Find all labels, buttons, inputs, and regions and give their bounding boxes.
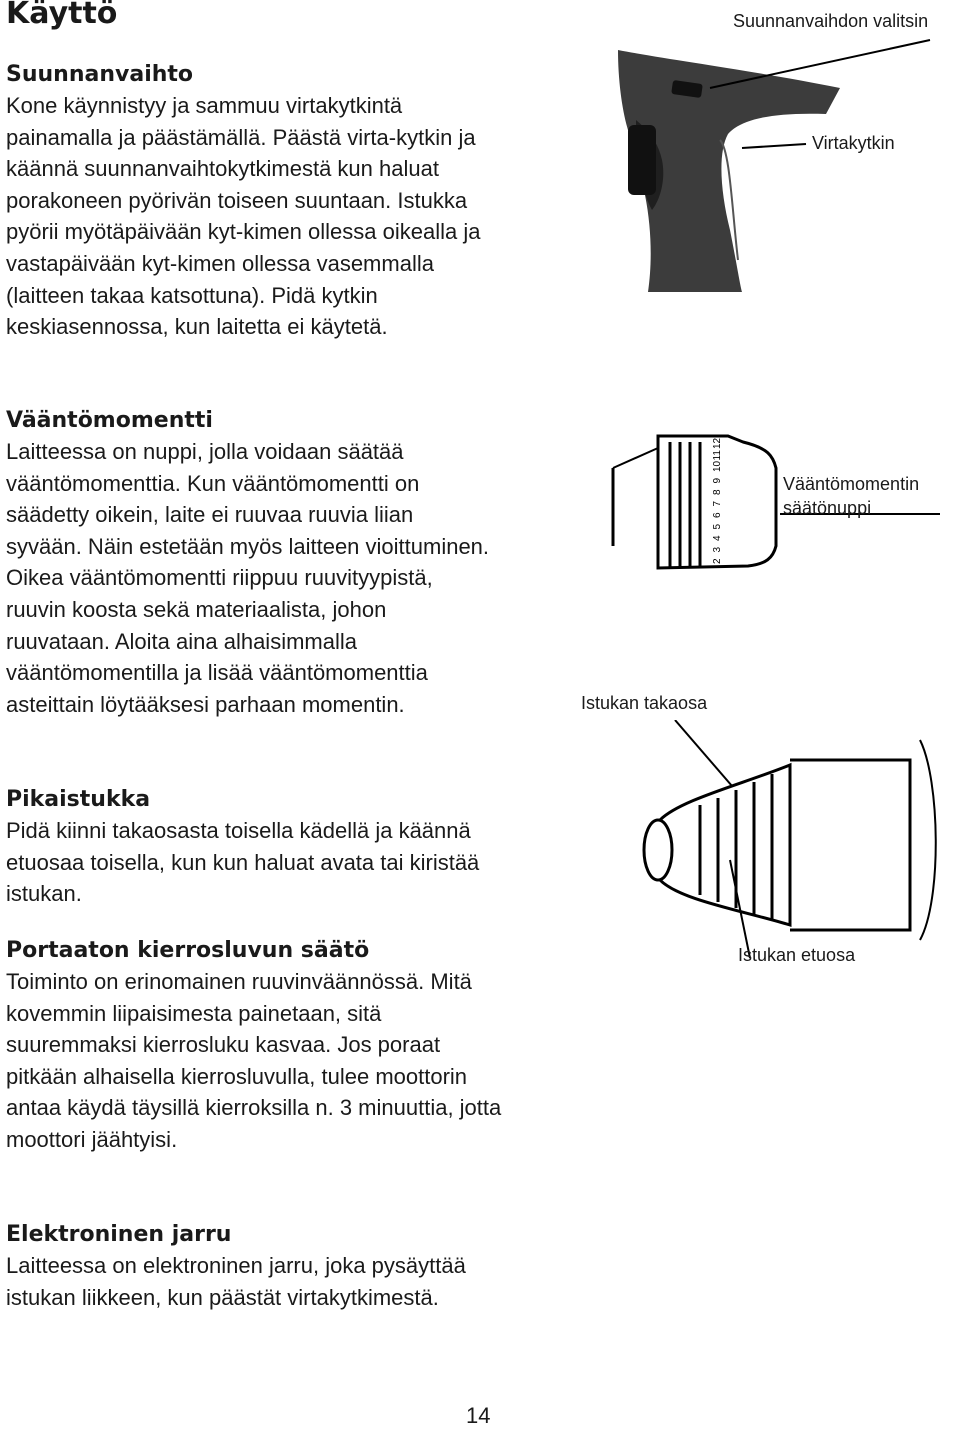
torque-scale [712,437,723,564]
chuck-illustration [620,720,950,960]
section-vaantomomentti [6,406,526,720]
drill-handle-illustration [600,30,960,300]
section-pikaistukka [6,785,526,910]
direction-switch-label: Suunnanvaihdon valitsin [733,11,929,31]
torque-scale-number: 10 [712,460,723,472]
torque-scale-number: 6 [712,512,723,518]
torque-scale-number: 2 [712,558,723,564]
section-heading: Suunnanvaihto [6,62,194,87]
section-heading: Elektroninen jarru [6,1222,232,1247]
section-body: Laitteessa on elektroninen jarru, joka pysäyttää istukan liikkeen, kun päästät virtakytkimestä. [6,1253,466,1310]
section-heading: Vääntömomentti [6,408,213,433]
torque-scale-number: 3 [712,546,723,553]
torque-scale-number: 5 [712,523,723,530]
section-body: Kone käynnistyy ja sammuu virtakytkintä painamalla ja päästämällä. Päästä virta-kytkin ja käännä suunnanvaihtokytkimestä kun haluat porakoneen pyörivän toiseen suuntaan. Istukka pyörii myötäpäivään kyt-kimen ollessa oikealla ja vastapäivään kyt-kimen ollessa vasemmalla (laitteen takaa katsottuna). Pidä kytkin keskiasennossa, kun laitetta ei käytetä. [6,93,481,340]
leader-line [742,144,806,148]
section-heading: Pikaistukka [6,787,151,812]
torque-collar-label-line1: Vääntömomentin [783,474,920,494]
page-title: Käyttö [6,0,118,31]
torque-scale-number: 11 [712,450,723,461]
section-heading: Portaaton kierrosluvun säätö [6,938,370,963]
torque-scale-number: 7 [712,500,723,507]
page-number: 14 [466,1403,491,1428]
torque-collar-illustration [608,428,948,578]
torque-scale-number: 12 [712,437,723,449]
torque-scale-number: 8 [712,489,723,495]
torque-scale-number: 9 [712,477,723,484]
section-body: Toiminto on erinomainen ruuvinväännössä. Mitä kovemmin liipaisimesta painetaan, sitä suuremmaksi kierrosluku kasvaa. Jos poraat pitkään alhaisella kierrosluvulla, tulee moottorin antaa käydä täysillä kierroksilla n. 3 minuuttia, jotta moottori jäähtyisi. [6,969,502,1152]
section-body: Pidä kiinni takaosasta toisella kädellä ja käännä etuosaa toisella, kun kun haluat avata tai kiristää istukan. [6,818,480,907]
torque-collar-label-line2: säätönuppi [783,498,872,518]
section-portaaton-kierrosluvun-saato [6,936,526,1156]
chuck-front-label: Istukan etuosa [738,945,856,965]
chuck-rear-label: Istukan takaosa [581,693,708,713]
leader-line [710,40,930,88]
section-body: Laitteessa on nuppi, jolla voidaan säätää vääntömomenttia. Kun vääntömomentti on säädetty oikein, laite ei ruuvaa ruuvia liian syvään. Näin estetään myös laitteen vioittuminen. Oikea vääntömomentti riippuu ruuvityypistä, ruuvin koosta sekä materiaalista, johon ruuvataan. Aloita aina alhaisimmalla vääntömomentilla ja lisää vääntömomenttia asteittain löytääksesi parhaan momentin. [6,439,490,717]
trigger-label: Virtakytkin [812,133,895,153]
torque-scale-number: 4 [712,535,723,541]
section-suunnanvaihto [6,60,526,343]
section-elektroninen-jarru [6,1220,526,1313]
